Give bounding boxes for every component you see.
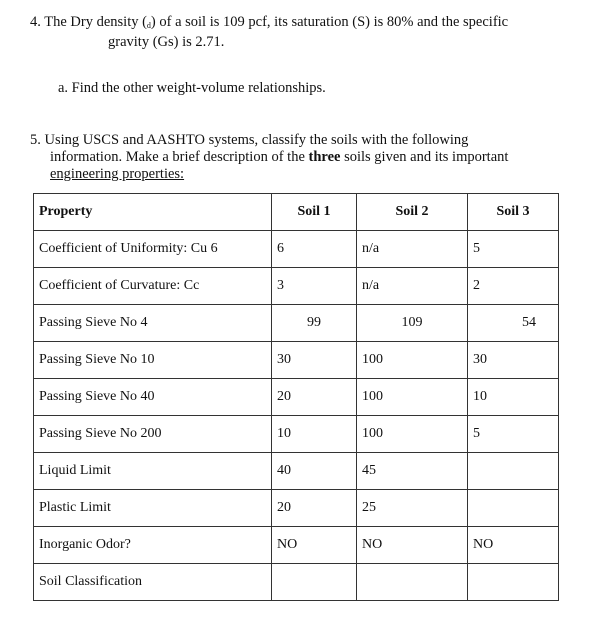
soil-1-cell: NO [272, 527, 357, 564]
soil-1-cell: 6 [272, 231, 357, 268]
table-header-row [34, 194, 559, 231]
soil-3-cell [468, 453, 559, 490]
question-4 [30, 14, 600, 51]
table-row [34, 490, 559, 527]
property-cell: Plastic Limit [34, 490, 272, 527]
table-row [34, 416, 559, 453]
property-cell: Inorganic Odor? [34, 527, 272, 564]
table-row [34, 268, 559, 305]
table-row [34, 564, 559, 601]
soil-3-cell [468, 490, 559, 527]
table-row [34, 379, 559, 416]
soil-2-cell: 100 [357, 342, 468, 379]
q4-line-2: gravity (Gs) is 2.71. [108, 34, 225, 50]
question-4a: a. Find the other weight-volume relationships. [58, 80, 326, 96]
property-cell: Liquid Limit [34, 453, 272, 490]
header-soil-2: Soil 2 [357, 194, 468, 231]
soil-3-cell [468, 564, 559, 601]
soil-1-cell [272, 564, 357, 601]
q5-line-3: engineering properties: [50, 166, 185, 182]
q5-line-1: 5. Using USCS and AASHTO systems, classify the soils with the following [30, 132, 469, 148]
soil-2-cell: 100 [357, 416, 468, 453]
soil-1-cell: 99 [272, 305, 357, 342]
soil-1-cell: 20 [272, 490, 357, 527]
soil-2-cell [357, 564, 468, 601]
property-cell: Soil Classification [34, 564, 272, 601]
soil-2-cell: NO [357, 527, 468, 564]
header-soil-3: Soil 3 [468, 194, 559, 231]
soil-2-cell: 109 [357, 305, 468, 342]
table-row [34, 527, 559, 564]
soil-2-cell: n/a [357, 268, 468, 305]
q4-text-a: 4. The Dry density ( [30, 14, 147, 30]
header-property: Property [34, 194, 272, 231]
header-soil-1: Soil 1 [272, 194, 357, 231]
soil-3-cell: 30 [468, 342, 559, 379]
table-row [34, 305, 559, 342]
soil-3-cell: NO [468, 527, 559, 564]
q4-subscript: d [146, 21, 151, 30]
property-cell: Coefficient of Uniformity: Cu 6 [34, 231, 272, 268]
soil-2-cell: n/a [357, 231, 468, 268]
soil-1-cell: 30 [272, 342, 357, 379]
property-cell: Passing Sieve No 40 [34, 379, 272, 416]
q5-line-2 [30, 149, 605, 166]
soil-3-cell: 5 [468, 416, 559, 453]
question-5 [30, 132, 605, 183]
soil-1-cell: 40 [272, 453, 357, 490]
soil-2-cell: 45 [357, 453, 468, 490]
soil-3-cell: 2 [468, 268, 559, 305]
soil-3-cell: 5 [468, 231, 559, 268]
property-cell: Passing Sieve No 200 [34, 416, 272, 453]
soil-3-cell: 54 [468, 305, 559, 342]
q4-text-b: ) of a soil is 109 pcf, its saturation (S) is 80% and the specific [150, 14, 509, 30]
property-cell: Passing Sieve No 4 [34, 305, 272, 342]
soil-properties-table [33, 193, 559, 601]
table-row [34, 231, 559, 268]
q5-bold-three: three [308, 149, 341, 165]
soil-2-cell: 100 [357, 379, 468, 416]
soil-2-cell: 25 [357, 490, 468, 527]
q5-line-2b: soils given and its important [340, 149, 509, 165]
q5-line-2a: information. Make a brief description of the [50, 149, 309, 165]
property-cell: Passing Sieve No 10 [34, 342, 272, 379]
soil-1-cell: 20 [272, 379, 357, 416]
soil-1-cell: 10 [272, 416, 357, 453]
table-row [34, 453, 559, 490]
table-row [34, 342, 559, 379]
soil-3-cell: 10 [468, 379, 559, 416]
property-cell: Coefficient of Curvature: Cc [34, 268, 272, 305]
soil-1-cell: 3 [272, 268, 357, 305]
